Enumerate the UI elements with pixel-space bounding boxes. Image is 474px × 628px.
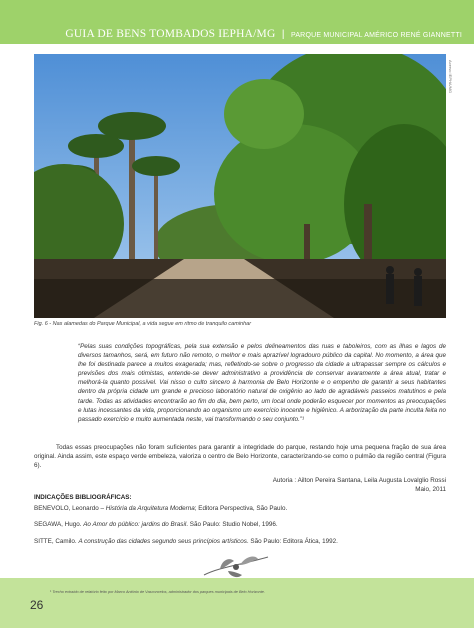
ref-author: SITTE, Camilo.: [34, 538, 79, 545]
ref-author: BENEVOLO, Leonardo –: [34, 505, 106, 512]
author-date: Maio, 2011: [415, 486, 446, 493]
figure-caption: Fig. 6 - Nas alamedas do Parque Municipal, a vida segue em ritmo de tranquilo caminhar: [34, 321, 252, 327]
ref-title: Ao Amor do público: jardins do Brasil: [83, 521, 187, 528]
footer-band: [0, 578, 474, 628]
author-names: Autoria : Ailton Pereira Santana, Leila Augusta Lovalglio Rossi: [272, 477, 446, 484]
header-band: [0, 0, 474, 44]
ref-author: SEGAWA, Hugo.: [34, 521, 84, 528]
photo-credit: Acervo IEPHA/MG: [448, 60, 453, 94]
bibliography-entry: [34, 505, 287, 512]
running-head: [65, 24, 462, 42]
ref-publisher: ; Editora Perspectiva, São Paulo.: [194, 505, 288, 512]
ref-publisher: . São Paulo: Editora Ática, 1992.: [246, 538, 338, 545]
guide-title: GUIA DE BENS TOMBADOS IEPHA/MG: [65, 28, 276, 40]
bibliography-heading: INDICAÇÕES BIBLIOGRÁFICAS:: [34, 494, 132, 501]
header-separator: |: [281, 29, 285, 40]
page-number: 26: [30, 598, 44, 612]
block-quote: “Pelas suas condições topográficas, pela sua extensão e pelos delineamentos das ruas e taboleiros, com as ilhas e lagos de diversos tamanhos, será, em futuro não remoto, o melhor e mais aprazível logradouro público da capital. No momento, a área que lhe foi destinada parece a muitos exagerada; mas, refletindo-se sobre o progresso da cidade a ultrapassar sempre os cálculos e previsões dos mais otimistas, entende-se dever administrativo a providência de conservar avaramente a área atual, tratar e melhorá-la quanto possível. Vai nisso o culto sincero à harmonia de Belo Horizonte e o empenho de garantir a seus habitantes dentro da própria cidade um grande e precioso laboratório natural de oxigênio ao lado de agradáveis passeios matutinos e pela tarde. Todas as atividades encontrarão ao fim do dia, bem perto, um local onde poderão esquecer por momentos as preocupações e lutas incessantes da vida, proporcionando ao organismo um exercício inocente e higiênico. A arborização da parte inculta feita no passado exercício e muito aumentada neste, vai transformando o seu conjunto.”¹: [78, 343, 446, 423]
park-subtitle: PARQUE MUNICIPAL AMÉRICO RENÉ GIANNETTI: [290, 32, 462, 39]
floral-ornament-icon: [200, 549, 272, 581]
footnote: ¹ Trecho extraído de relatório feito por Marco Antônio de Vasconcelos, administrador dos parques municipais de Belo Horizonte.: [50, 590, 265, 594]
ref-title: História da Arquitetura Moderna: [105, 505, 195, 512]
body-paragraph: Todas essas preocupações não foram suficientes para garantir a integridade do parque, restando hoje uma pequena fração de sua área original. Ainda assim, este espaço verde embeleza, valoriza o centro de Belo Horizonte, caracterizando-se como o pulmão da região central (Figura 6).: [34, 444, 446, 470]
authorship: [273, 476, 446, 494]
ref-title: A construção das cidades segundo seus princípios artísticos: [78, 538, 247, 545]
bibliography-entry: [34, 538, 338, 545]
park-photo: [34, 54, 446, 318]
park-alley-photo: [34, 54, 446, 318]
ref-publisher: . São Paulo: Studio Nobel, 1996.: [186, 521, 278, 528]
bibliography-entry: [34, 521, 278, 528]
